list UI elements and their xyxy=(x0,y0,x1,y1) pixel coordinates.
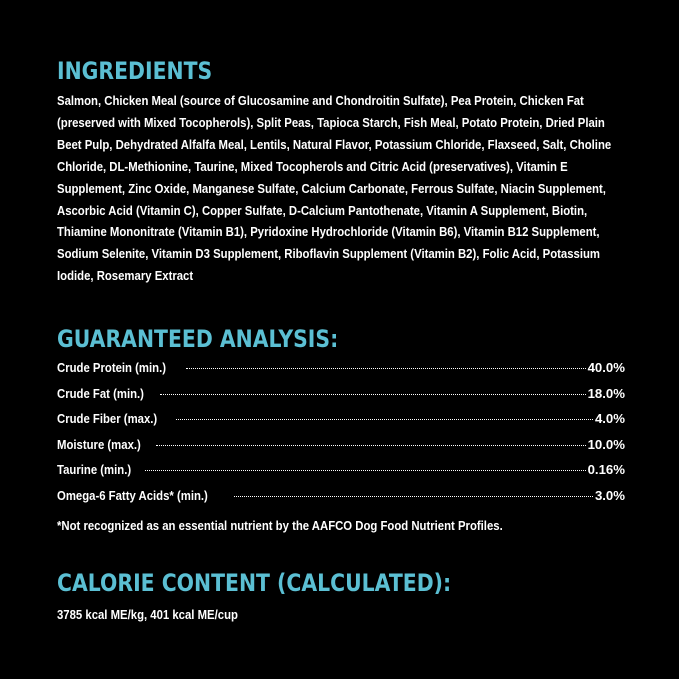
dotted-leader xyxy=(176,419,593,420)
analysis-row-moisture xyxy=(57,437,625,463)
analysis-footnote: *Not recognized as an essential nutrient by the AAFCO Dog Food Nutrient Profiles. xyxy=(57,517,503,533)
analysis-label: Crude Fat (min.) xyxy=(57,385,144,401)
analysis-value: 3.0% xyxy=(594,487,625,503)
analysis-label: Crude Fiber (max.) xyxy=(57,411,158,427)
calorie-content-heading: CALORIE CONTENT (CALCULATED): xyxy=(57,569,452,597)
ingredients-section xyxy=(57,56,632,284)
analysis-value: 0.16% xyxy=(587,462,625,478)
analysis-row-omega-6 xyxy=(57,488,625,514)
analysis-label: Omega-6 Fatty Acids* (min.) xyxy=(57,487,208,503)
dotted-leader xyxy=(145,470,585,471)
analysis-label: Moisture (max.) xyxy=(57,436,141,452)
calorie-content-text: 3785 kcal ME/kg, 401 kcal ME/cup xyxy=(57,607,238,622)
analysis-row-crude-protein xyxy=(57,360,625,386)
guaranteed-analysis-section xyxy=(57,324,632,536)
dotted-leader xyxy=(186,368,586,369)
calorie-content-section xyxy=(57,568,632,626)
dotted-leader xyxy=(160,394,585,395)
ingredients-heading: INGREDIENTS xyxy=(57,57,213,85)
analysis-value: 10.0% xyxy=(587,436,625,452)
analysis-value: 40.0% xyxy=(587,360,625,375)
analysis-list xyxy=(57,360,632,514)
nutrition-content xyxy=(57,56,632,622)
analysis-row-crude-fiber xyxy=(57,411,625,437)
analysis-label: Crude Protein (min.) xyxy=(57,360,167,375)
analysis-label: Taurine (min.) xyxy=(57,462,132,478)
guaranteed-analysis-heading: GUARANTEED ANALYSIS: xyxy=(57,325,339,353)
ingredients-text: Salmon, Chicken Meal (source of Glucosamine and Chondroitin Sulfate), Pea Protein, Chicken Fat (preserved with Mixed Tocopherols), Split Peas, Tapioca Starch, Fish Meal, Potato Protein, Dried Plain Beet Pulp, Dehydrated Alfalfa Meal, Lentils, Natural Flavor, Potassium Chloride, Flaxseed, Salt, Choline Chloride, DL-Methionine, Taurine, Mixed Tocopherols and Citric Acid (preservatives), Vitamin E Supplement, Zinc Oxide, Manganese Sulfate, Calcium Carbonate, Ferrous Sulfate, Niacin Supplement, Ascorbic Acid (Vitamin C), Copper Sulfate, D-Calcium Pantothenate, Vitamin A Supplement, Biotin, Thiamine Mononitrate (Vitamin B1), Pyridoxine Hydrochloride (Vitamin B6), Vitamin B12 Supplement, Sodium Selenite, Vitamin D3 Supplement, Riboflavin Supplement (Vitamin B2), Folic Acid, Potassium Iodide, Rosemary Extract xyxy=(57,93,612,284)
dotted-leader xyxy=(234,496,593,497)
analysis-row-taurine xyxy=(57,462,625,488)
analysis-value: 4.0% xyxy=(594,411,625,427)
analysis-row-crude-fat xyxy=(57,386,625,412)
dotted-leader xyxy=(156,445,585,446)
analysis-value: 18.0% xyxy=(587,385,625,401)
